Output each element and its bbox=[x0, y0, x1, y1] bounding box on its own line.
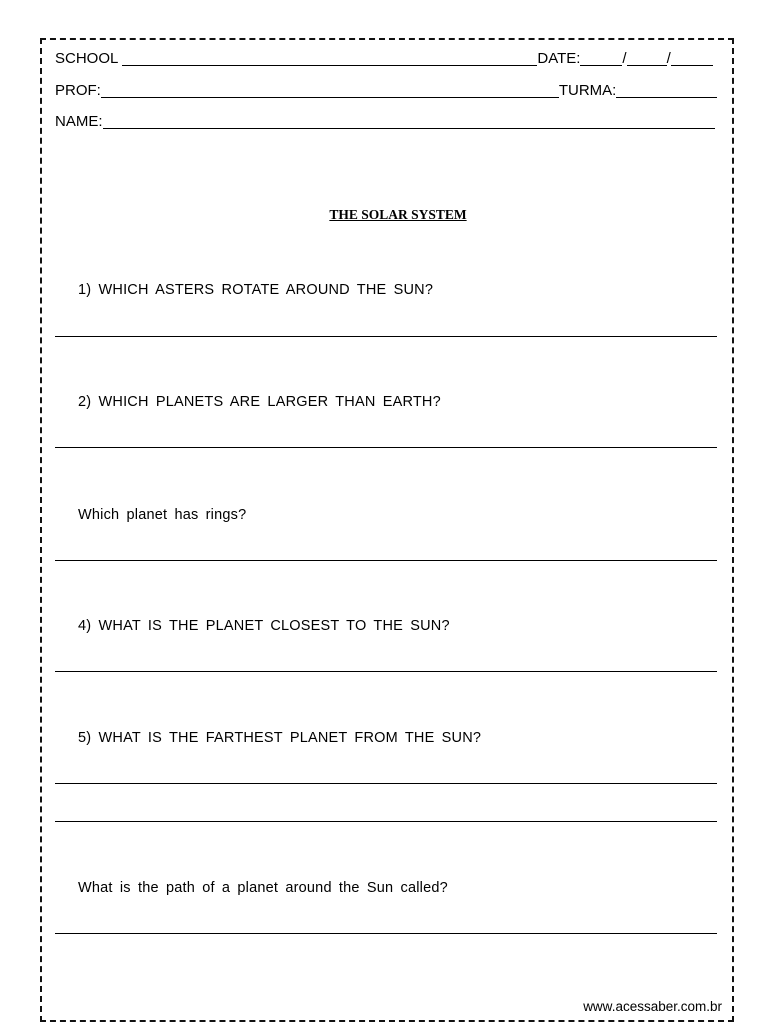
footer-url: www.acessaber.com.br bbox=[583, 999, 722, 1014]
name-label: NAME: bbox=[55, 113, 103, 130]
question-2: 2) WHICH PLANETS ARE LARGER THAN EARTH? bbox=[78, 394, 441, 410]
question-6: What is the path of a planet around the Sun called? bbox=[78, 880, 448, 896]
date-separator: / bbox=[666, 50, 671, 67]
date-separator: / bbox=[622, 50, 627, 67]
worksheet-title: THE SOLAR SYSTEM bbox=[329, 207, 467, 222]
name-field[interactable] bbox=[103, 115, 715, 129]
question-1: 1) WHICH ASTERS ROTATE AROUND THE SUN? bbox=[78, 282, 434, 298]
school-field[interactable] bbox=[122, 52, 537, 66]
school-label: SCHOOL bbox=[55, 50, 119, 67]
date-month-field[interactable] bbox=[627, 52, 667, 66]
question-5: 5) WHAT IS THE FARTHEST PLANET FROM THE SUN? bbox=[78, 730, 482, 746]
turma-label: TURMA: bbox=[558, 82, 617, 99]
date-day-field[interactable] bbox=[580, 52, 622, 66]
answer-line-1[interactable] bbox=[55, 336, 717, 337]
worksheet-border bbox=[40, 38, 734, 1022]
answer-line-5a[interactable] bbox=[55, 783, 717, 784]
school-date-row bbox=[55, 50, 713, 67]
answer-line-4[interactable] bbox=[55, 671, 717, 672]
question-3: Which planet has rings? bbox=[78, 507, 247, 523]
date-year-field[interactable] bbox=[671, 52, 713, 66]
answer-line-3[interactable] bbox=[55, 560, 717, 561]
answer-line-2[interactable] bbox=[55, 447, 717, 448]
name-row bbox=[55, 113, 715, 130]
answer-line-6[interactable] bbox=[55, 933, 717, 934]
prof-label: PROF: bbox=[55, 82, 101, 99]
question-4: 4) WHAT IS THE PLANET CLOSEST TO THE SUN? bbox=[78, 618, 450, 634]
turma-field[interactable] bbox=[616, 84, 717, 98]
answer-line-5b[interactable] bbox=[55, 821, 717, 822]
prof-turma-row bbox=[55, 82, 717, 99]
date-label: DATE: bbox=[537, 50, 581, 67]
prof-field[interactable] bbox=[101, 84, 559, 98]
